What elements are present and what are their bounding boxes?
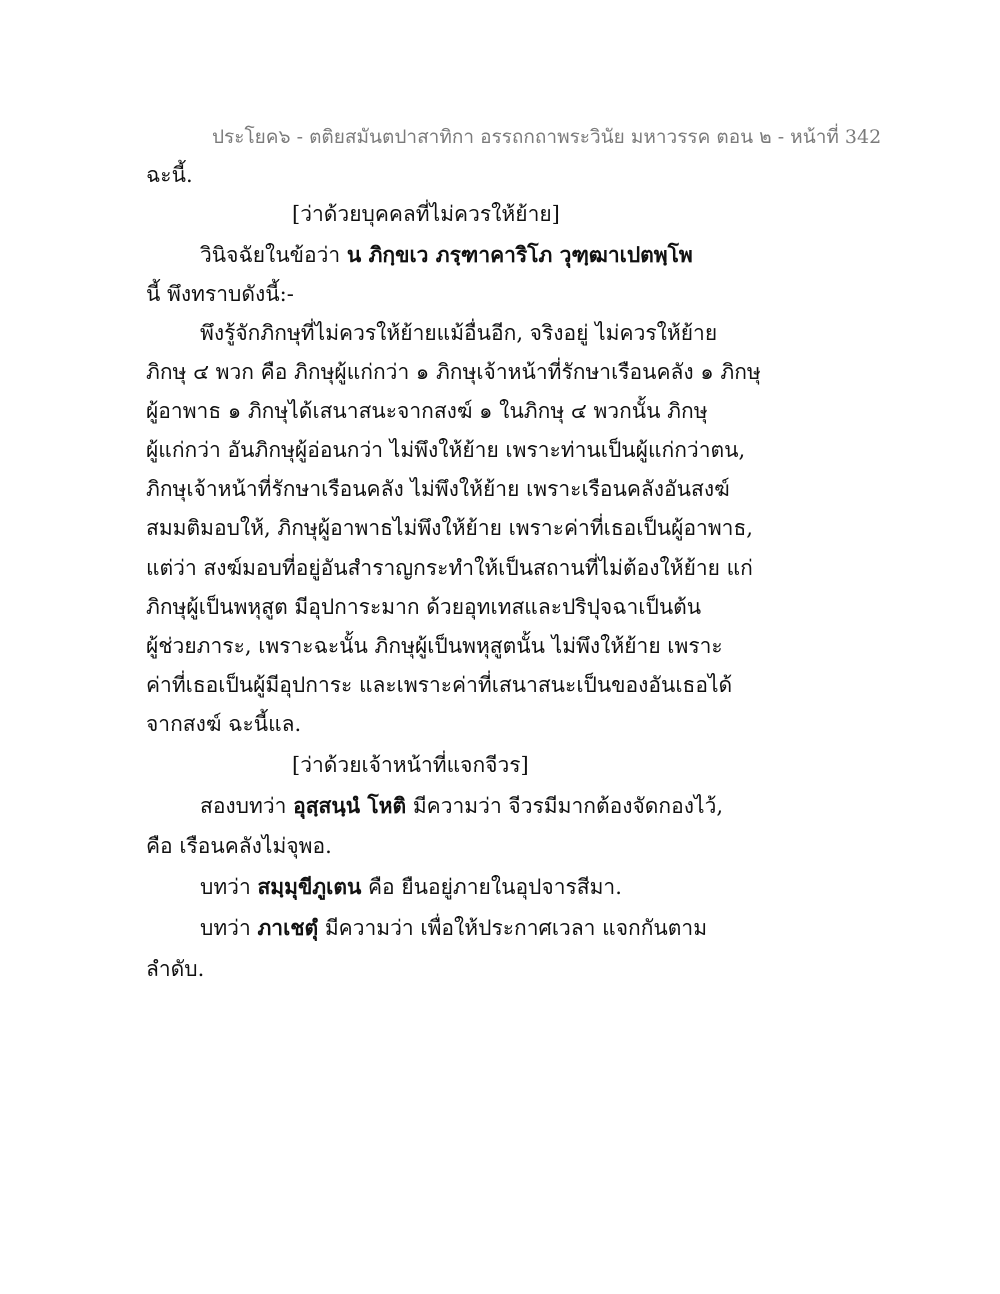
pali-term: สมฺมุขีภูเตน: [257, 874, 362, 899]
text-line: ลำดับ.: [146, 957, 205, 981]
text-run: บทว่า: [200, 916, 258, 940]
text-line: ผู้ช่วยภาระ, เพราะฉะนั้น ภิกษุผู้เป็นพหุสูตนั้น ไม่พึงให้ย้าย เพราะ: [146, 634, 723, 658]
section-heading: [ว่าด้วยบุคคลที่ไม่ควรให้ย้าย]: [292, 202, 560, 226]
pali-term: ภาเชตุํ: [257, 915, 319, 940]
text-line: สมมติมอบให้, ภิกษุผู้อาพาธไม่พึงให้ย้าย เพราะค่าที่เธอเป็นผู้อาพาธ,: [146, 516, 753, 540]
page-header: ประโยค๖ - ตติยสมันตปาสาทิกา อรรถกถาพระวินัย มหาวรรค ตอน ๒ - หน้าที่ 342: [212, 126, 882, 148]
text-line: ภิกษุผู้เป็นพหุสูต มีอุปการะมาก ด้วยอุทเทสและปริปุจฉาเป็นต้น: [146, 595, 702, 619]
pali-term: น ภิกฺขเว ภรฺฑาคาริโภ วุฑฺฒาเปตพฺโพ: [346, 242, 693, 267]
pali-term: อุสฺสนฺนํ โหติ: [293, 793, 407, 818]
text-run: วินิจฉัยในข้อว่า: [200, 243, 347, 267]
text-line: ฉะนี้.: [146, 163, 193, 187]
text-line: แต่ว่า สงฆ์มอบที่อยู่อันสำราญกระทำให้เป็นสถานที่ไม่ต้องให้ย้าย แก่: [146, 556, 753, 580]
text-line: พึงรู้จักภิกษุที่ไม่ควรให้ย้ายแม้อื่นอีก, จริงอยู่ ไม่ควรให้ย้าย: [200, 321, 718, 345]
text-line: [200, 240, 693, 270]
section-heading: [ว่าด้วยเจ้าหน้าที่แจกจีวร]: [292, 753, 529, 777]
text-run: คือ ยืนอยู่ภายในอุปจารสีมา.: [361, 875, 622, 899]
text-line: [200, 872, 622, 902]
text-line: นี้ พึงทราบดังนี้:-: [146, 282, 294, 306]
text-line: ภิกษุ ๔ พวก คือ ภิกษุผู้แก่กว่า ๑ ภิกษุเจ้าหน้าที่รักษาเรือนคลัง ๑ ภิกษุ: [146, 360, 761, 384]
text-run: บทว่า: [200, 875, 258, 899]
text-line: ผู้อาพาธ ๑ ภิกษุได้เสนาสนะจากสงฆ์ ๑ ในภิกษุ ๔ พวกนั้น ภิกษุ: [146, 399, 708, 423]
text-line: ภิกษุเจ้าหน้าที่รักษาเรือนคลัง ไม่พึงให้ย้าย เพราะเรือนคลังอันสงฆ์: [146, 477, 730, 501]
text-line: [200, 913, 707, 943]
text-line: ค่าที่เธอเป็นผู้มีอุปการะ และเพราะค่าที่เสนาสนะเป็นของอันเธอได้: [146, 673, 733, 697]
text-line: ผู้แก่กว่า อันภิกษุผู้อ่อนกว่า ไม่พึงให้ย้าย เพราะท่านเป็นผู้แก่กว่าตน,: [146, 438, 746, 462]
text-run: สองบทว่า: [200, 794, 294, 818]
text-run: มีความว่า จีวรมีมากต้องจัดกองไว้,: [406, 794, 724, 818]
text-run: มีความว่า เพื่อให้ประกาศเวลา แจกกันตาม: [318, 916, 708, 940]
text-line: จากสงฆ์ ฉะนี้แล.: [146, 712, 302, 736]
text-line: คือ เรือนคลังไม่จุพอ.: [146, 834, 332, 858]
text-line: [200, 791, 723, 821]
